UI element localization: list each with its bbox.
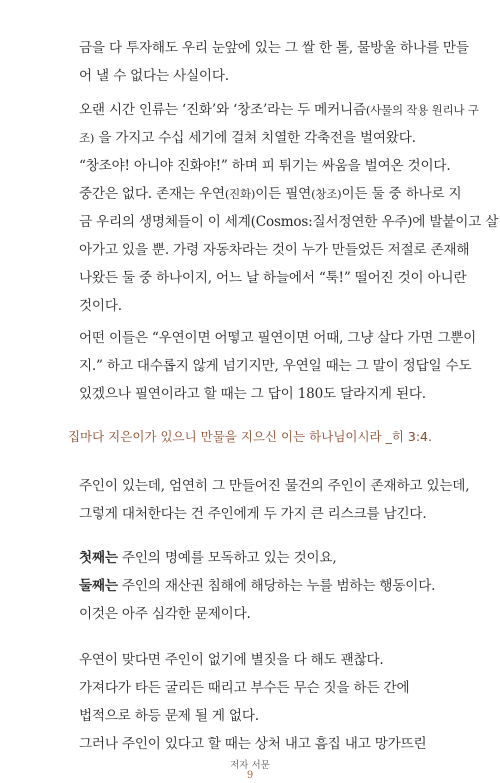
text-line: 주인이 있는데, 엄연히 그 만들어진 물건의 주인이 존재하고 있는데,	[79, 478, 470, 494]
annotation-note: (창조)	[311, 187, 342, 201]
text-line: 법적으로 하등 문제 될 게 없다.	[79, 708, 259, 724]
text-line: 있겠으나 필연이라고 할 때는 그 답이 180도 달라지게 된다.	[79, 386, 426, 402]
text-span: 을 가지고 수십 세기에 걸쳐 치열한 각축전을 벌여왔다.	[94, 130, 416, 146]
running-footer: 저자 서문	[230, 760, 270, 771]
emphasis-label: 첫째는	[79, 550, 118, 566]
text-line: 어 낼 수 없다는 사실이다.	[79, 68, 229, 84]
text-line: 지.” 하고 대수롭지 않게 넘기지만, 우연일 때는 그 말이 정답일 수도	[79, 358, 472, 374]
text-line: 그렇게 대처한다는 건 주인에게 두 가지 큰 리스크를 남긴다.	[79, 506, 427, 522]
text-line: 것이다.	[79, 298, 122, 314]
text-line: 아가고 있을 뿐. 가령 자동차라는 것이 누가 만들었든 저절로 존재해	[79, 242, 470, 258]
text-line	[79, 100, 479, 120]
text-line: 이것은 아주 심각한 문제이다.	[79, 606, 251, 622]
annotation-note: (사물의 작용 원리나 구	[365, 103, 479, 117]
text-line	[79, 184, 461, 204]
text-line	[79, 548, 337, 568]
annotation-note: 조)	[79, 131, 95, 145]
page-number: 9	[246, 770, 254, 781]
text-line: “창조야! 아니야 진화야!” 하며 피 튀기는 싸움을 벌여온 것이다.	[79, 158, 451, 174]
text-line: 가져다가 타든 굴리든 때리고 부수든 무슨 짓을 하든 간에	[79, 680, 410, 696]
emphasis-label: 둘째는	[79, 578, 118, 594]
text-line	[79, 128, 416, 148]
text-span: 오랜 시간 인류는 ‘진화’와 ‘창조’라는 두 메커니즘	[79, 102, 366, 118]
text-span: 중간은 없다. 존재는 우연	[79, 186, 225, 202]
text-line: 우연이 맞다면 주인이 없기에 별짓을 다 해도 괜찮다.	[79, 652, 384, 668]
text-line: 나왔든 둘 중 하나이지, 어느 날 하늘에서 “툭!” 떨어진 것이 아니란	[79, 270, 467, 286]
text-line: 그러나 주인이 있다고 할 때는 상처 내고 흠집 내고 망가뜨린	[79, 736, 427, 752]
text-line: 어떤 이들은 “우연이면 어떻고 필연이면 어때, 그냥 살다 가면 그뿐이	[79, 330, 477, 346]
text-line: 금을 다 투자해도 우리 눈앞에 있는 그 쌀 한 톨, 물방울 하나를 만들	[79, 40, 469, 56]
text-span: 이든 둘 중 하나로 지	[341, 186, 462, 202]
text-span: 이든 필연	[255, 186, 312, 202]
scripture-quote: 집마다 지은이가 있으니 만물을 지으신 이는 하나님이시라 _히 3:4.	[67, 429, 432, 444]
text-span: 주인의 명예를 모독하고 있는 것이요,	[117, 550, 337, 566]
text-line: 금 우리의 생명체들이 이 세계(Cosmos:질서정연한 우주)에 발붙이고 살	[79, 214, 499, 230]
annotation-note: (진화)	[224, 187, 256, 201]
text-span: 주인의 재산권 침해에 해당하는 누를 범하는 행동이다.	[117, 578, 436, 594]
text-line	[79, 576, 435, 596]
